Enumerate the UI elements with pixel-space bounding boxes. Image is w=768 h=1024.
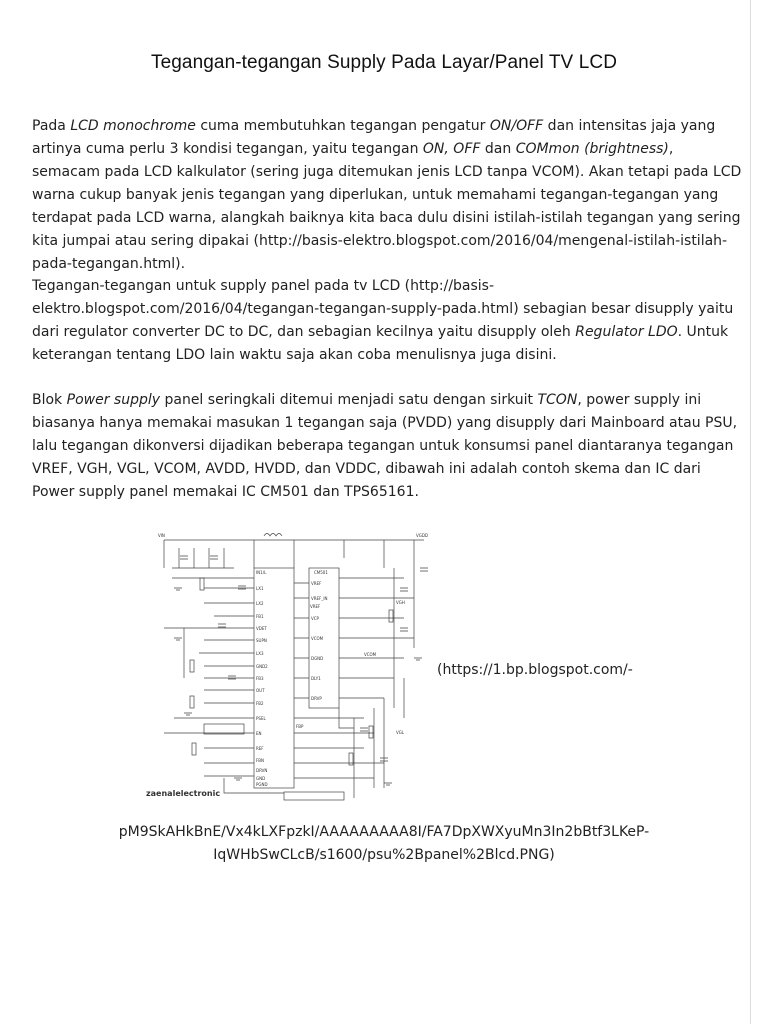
italic-term: LCD monochrome — [70, 118, 196, 134]
text: Blok — [32, 392, 67, 408]
node-label-vcom: VCOM — [364, 652, 377, 657]
italic-term: TCON — [537, 392, 578, 408]
paragraph-lcd-voltages — [32, 115, 742, 276]
image-source-url-part1: (https://1.bp.blogspot.com/- — [437, 662, 633, 678]
pin-label: GND2 — [256, 664, 268, 669]
pin-label: PSEL — [256, 716, 266, 721]
pin-label: FB1 — [256, 614, 264, 619]
italic-term: Regulator LDO — [575, 324, 678, 340]
schematic-image — [144, 528, 440, 804]
image-source-url-part3: IqWHbSwCLcB/s1600/psu%2Bpanel%2Blcd.PNG) — [213, 847, 555, 863]
paragraph-power-supply-block — [32, 389, 742, 504]
image-source-url-part2: pM9SkAHkBnE/Vx4kLXFpzkI/AAAAAAAAA8I/FA7DpXWXyuMn3In2bBtf3LKeP- — [118, 824, 650, 840]
ic-label: CM501 — [314, 570, 328, 575]
pin-label: DRVN — [256, 768, 268, 773]
node-label-vref: VREF — [310, 604, 321, 609]
pin-label: REF — [256, 746, 264, 751]
pin-label: VCOM — [311, 636, 324, 641]
text: panel seringkali ditemui menjadi satu dengan sirkuit — [160, 392, 538, 408]
pin-label: FBN — [256, 758, 265, 763]
pin-label: VREF_IN — [311, 596, 328, 601]
text: cuma membutuhkan tegangan pengatur — [195, 118, 490, 134]
pin-label: IN1/L — [256, 570, 267, 575]
text: dan intensitas jaja yang artinya cuma perlu 3 kondisi tegangan, yaitu tegangan — [32, 118, 716, 157]
italic-term: Power supply — [66, 392, 161, 408]
node-label-vgl: VGL — [396, 730, 405, 735]
pin-label: FB2 — [256, 701, 264, 706]
text: , power supply ini biasanya hanya memakai masukan 1 tegangan saja (PVDD) yang disupply dari Mainboard atau PSU, lalu tegangan dikonversi dijadikan beberapa tegangan untuk konsumsi panel diantaranya tegangan VREF, VGH, VGL, VCOM, AVDD, HVDD, dan VDDC, dibawah ini adalah contoh skema dan IC dari Power supply panel memakai IC CM501 dan TPS65161. — [32, 392, 738, 500]
pin-label: FBP — [296, 724, 304, 729]
schematic-watermark: zaenalelectronic — [146, 789, 221, 798]
pin-label: EN — [256, 731, 262, 736]
text: Tegangan-tegangan untuk supply panel pada tv LCD (http://basis-elektro.blogspot.com/2016/04/tegangan-tegangan-supply-pada.html) sebagian besar disupply yaitu dari regulator converter DC to DC, dan sebagian kecilnya yaitu disupply oleh — [32, 278, 734, 340]
italic-term: COMmon (brightness) — [515, 141, 669, 157]
pin-label: VREF — [311, 581, 322, 586]
pin-label: VDET — [256, 626, 267, 631]
text: , semacam pada LCD kalkulator (sering juga ditemukan jenis LCD tanpa VCOM). Akan tetapi pada LCD warna cukup banyak jenis tegangan yang diperlukan, untuk memahami tegangan-tegangan yang terdapat pada LCD warna, alangkah baiknya kita baca dulu disini istilah-istilah tegangan yang sering kita jumpai atau sering dipakai (http://basis-elektro.blogspot.com/2016/04/mengenal-istilah-istilah-pada-tegangan.html). — [32, 141, 742, 272]
pin-label: DRVP — [311, 696, 322, 701]
italic-term: ON/OFF — [489, 118, 544, 134]
text: . Untuk keterangan tentang LDO lain waktu saja akan coba menulisnya juga disini. — [32, 324, 729, 363]
node-label-vgdd: VGDD — [416, 533, 428, 538]
pin-label: LX2 — [256, 601, 264, 606]
paragraph-supply-panel — [32, 275, 742, 367]
pin-label: LX1 — [256, 586, 264, 591]
pin-label: LX3 — [256, 651, 264, 656]
text: dan — [480, 141, 516, 157]
italic-term: ON, OFF — [422, 141, 481, 157]
pin-label: PGND — [256, 782, 268, 787]
pin-label: OUT — [256, 688, 265, 693]
pin-label: SUPN — [256, 638, 267, 643]
pin-label: DGND — [311, 656, 324, 661]
pin-label: VCP — [311, 616, 319, 621]
pin-label: DLY1 — [311, 676, 321, 681]
node-label-vin: VIN — [158, 533, 165, 538]
text: Pada — [32, 118, 71, 134]
page-border-line — [750, 0, 751, 1024]
pin-label: FB3 — [256, 676, 264, 681]
pin-label: GND — [256, 776, 266, 781]
node-label-vgh: VGH — [396, 600, 405, 605]
page-title: Tegangan-tegangan Supply Pada Layar/Panel TV LCD — [150, 52, 618, 73]
schematic-drawing — [144, 528, 440, 804]
